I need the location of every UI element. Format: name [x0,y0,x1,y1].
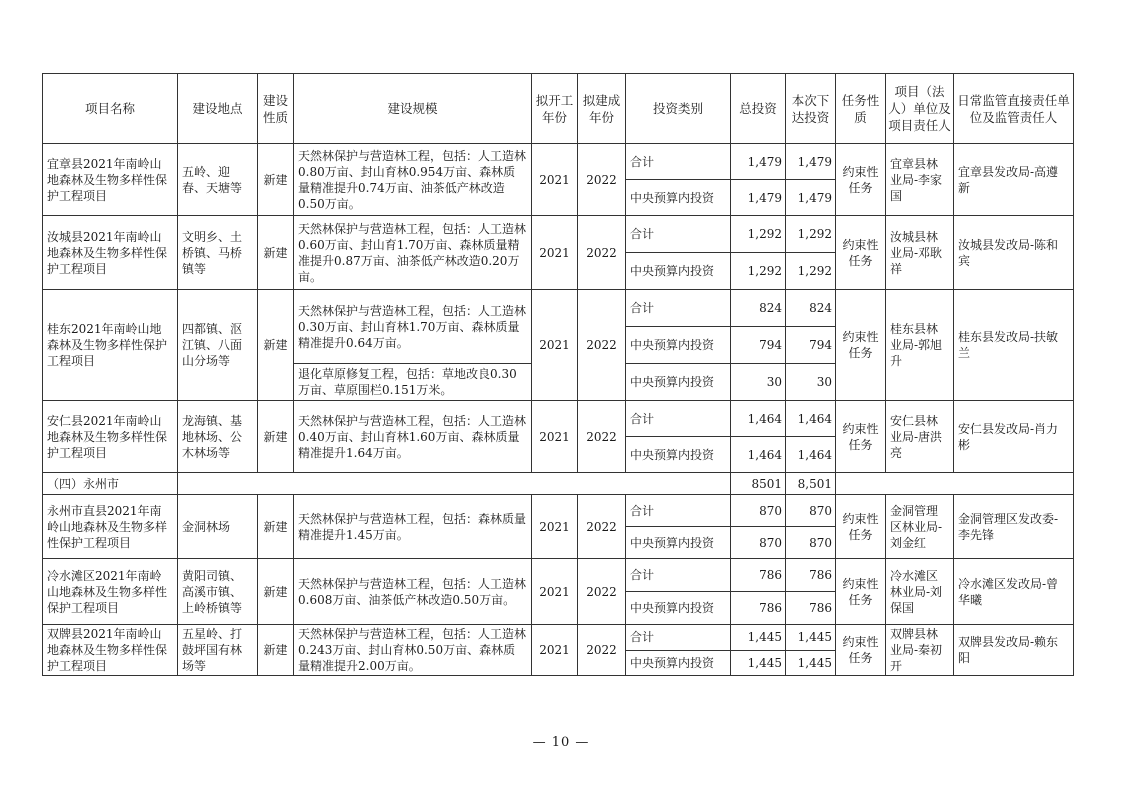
end-year: 2022 [578,495,626,559]
task-nature: 约束性任务 [836,216,886,290]
group-total: 8501 [731,473,786,495]
supervisor: 安仁县发改局-肖力彬 [954,401,1074,473]
issued-investment: 824 [786,290,836,327]
group-issued: 8,501 [786,473,836,495]
start-year: 2021 [532,401,578,473]
header-issued-investment: 本次下达投资 [786,74,836,144]
issued-investment: 30 [786,364,836,401]
issued-investment: 786 [786,592,836,625]
issued-investment: 1,292 [786,216,836,253]
investment-type: 中央预算内投资 [626,527,731,559]
total-investment: 30 [731,364,786,401]
start-year: 2021 [532,495,578,559]
total-investment: 786 [731,559,786,592]
project-scale: 天然林保护与营造林工程，包括：人工造林0.608万亩、油茶低产林改造0.50万亩。 [294,559,532,625]
group-label: （四）永州市 [43,473,178,495]
project-name: 永州市直县2021年南岭山地森林及生物多样性保护工程项目 [43,495,178,559]
project-name: 安仁县2021年南岭山地森林及生物多样性保护工程项目 [43,401,178,473]
project-location: 黄阳司镇、高溪市镇、上岭桥镇等 [178,559,258,625]
total-investment: 1,464 [731,401,786,437]
project-scale: 天然林保护与营造林工程，包括：人工造林0.80万亩、封山育林0.954万亩、森林质量精准提升0.74万亩、油茶低产林改造0.50万亩。 [294,144,532,216]
total-investment: 1,479 [731,180,786,216]
project-nature: 新建 [258,290,294,401]
end-year: 2022 [578,559,626,625]
total-investment: 1,464 [731,437,786,473]
issued-investment: 1,445 [786,625,836,651]
group-spacer-right [836,473,1074,495]
issued-investment: 1,464 [786,401,836,437]
task-nature: 约束性任务 [836,559,886,625]
project-owner: 金洞管理区林业局-刘金红 [886,495,954,559]
investment-type: 中央预算内投资 [626,180,731,216]
investment-type: 合计 [626,401,731,437]
investment-type: 中央预算内投资 [626,650,731,676]
table-row [43,290,1074,327]
project-location: 五星岭、打鼓坪国有林场等 [178,625,258,676]
end-year: 2022 [578,216,626,290]
project-name: 双牌县2021年南岭山地森林及生物多样性保护工程项目 [43,625,178,676]
table-row [43,144,1074,180]
project-nature: 新建 [258,401,294,473]
project-scale: 天然林保护与营造林工程，包括：人工造林0.243万亩、封山育林0.50万亩、森林质量精准提升2.00万亩。 [294,625,532,676]
header-project-owner: 项目（法人）单位及项目责任人 [886,74,954,144]
investment-type: 中央预算内投资 [626,327,731,364]
task-nature: 约束性任务 [836,290,886,401]
total-investment: 870 [731,527,786,559]
project-owner: 宜章县林业局-李家国 [886,144,954,216]
task-nature: 约束性任务 [836,144,886,216]
start-year: 2021 [532,625,578,676]
project-table [42,73,1074,676]
group-spacer [178,473,731,495]
supervisor: 金洞管理区发改委-李先锋 [954,495,1074,559]
task-nature: 约束性任务 [836,495,886,559]
header-nature: 建设性质 [258,74,294,144]
issued-investment: 1,464 [786,437,836,473]
end-year: 2022 [578,625,626,676]
start-year: 2021 [532,559,578,625]
investment-type: 合计 [626,144,731,180]
project-name: 冷水滩区2021年南岭山地森林及生物多样性保护工程项目 [43,559,178,625]
header-start-year: 拟开工年份 [532,74,578,144]
project-scale-grassland: 退化草原修复工程，包括：草地改良0.30万亩、草原围栏0.151万米。 [294,364,532,401]
project-owner: 冷水滩区林业局-刘保国 [886,559,954,625]
header-scale: 建设规模 [294,74,532,144]
table-row [43,625,1074,651]
project-location: 金洞林场 [178,495,258,559]
investment-type: 中央预算内投资 [626,364,731,401]
project-table-sheet [42,73,1073,676]
issued-investment: 794 [786,327,836,364]
project-scale: 天然林保护与营造林工程，包括：人工造林0.40万亩、封山育林1.60万亩、森林质量精准提升1.64万亩。 [294,401,532,473]
issued-investment: 1,479 [786,144,836,180]
project-name: 桂东2021年南岭山地森林及生物多样性保护工程项目 [43,290,178,401]
total-investment: 1,445 [731,625,786,651]
investment-type: 中央预算内投资 [626,592,731,625]
header-supervisor: 日常监管直接责任单位及监管责任人 [954,74,1074,144]
investment-type: 中央预算内投资 [626,437,731,473]
task-nature: 约束性任务 [836,625,886,676]
project-owner: 安仁县林业局-唐洪亮 [886,401,954,473]
total-investment: 824 [731,290,786,327]
header-location: 建设地点 [178,74,258,144]
supervisor: 宜章县发改局-高遵新 [954,144,1074,216]
project-location: 龙海镇、基地林场、公木林场等 [178,401,258,473]
header-investment-type: 投资类别 [626,74,731,144]
total-investment: 1,445 [731,650,786,676]
project-nature: 新建 [258,625,294,676]
project-scale: 天然林保护与营造林工程，包括：森林质量精准提升1.45万亩。 [294,495,532,559]
project-location: 四都镇、沤江镇、八面山分场等 [178,290,258,401]
project-name: 汝城县2021年南岭山地森林及生物多样性保护工程项目 [43,216,178,290]
investment-type: 合计 [626,559,731,592]
supervisor: 桂东县发改局-扶敏兰 [954,290,1074,401]
end-year: 2022 [578,144,626,216]
table-row [43,401,1074,437]
issued-investment: 1,445 [786,650,836,676]
issued-investment: 786 [786,559,836,592]
table-header-row [43,74,1074,144]
total-investment: 1,292 [731,216,786,253]
investment-type: 合计 [626,290,731,327]
project-owner: 汝城县林业局-邓耿祥 [886,216,954,290]
issued-investment: 1,479 [786,180,836,216]
issued-investment: 870 [786,527,836,559]
header-total-investment: 总投资 [731,74,786,144]
end-year: 2022 [578,290,626,401]
project-owner: 双牌县林业局-秦初开 [886,625,954,676]
header-end-year: 拟建成年份 [578,74,626,144]
investment-type: 合计 [626,625,731,651]
project-nature: 新建 [258,216,294,290]
total-investment: 1,292 [731,253,786,290]
project-nature: 新建 [258,559,294,625]
task-nature: 约束性任务 [836,401,886,473]
table-row [43,559,1074,592]
issued-investment: 870 [786,495,836,527]
total-investment: 1,479 [731,144,786,180]
start-year: 2021 [532,290,578,401]
issued-investment: 1,292 [786,253,836,290]
table-row [43,495,1074,527]
total-investment: 794 [731,327,786,364]
total-investment: 786 [731,592,786,625]
start-year: 2021 [532,144,578,216]
total-investment: 870 [731,495,786,527]
project-location: 五岭、迎春、天塘等 [178,144,258,216]
project-name: 宜章县2021年南岭山地森林及生物多样性保护工程项目 [43,144,178,216]
project-scale: 天然林保护与营造林工程，包括：人工造林0.30万亩、封山育林1.70万亩、森林质量精准提升0.64万亩。 [294,290,532,364]
project-owner: 桂东县林业局-郭旭升 [886,290,954,401]
supervisor: 汝城县发改局-陈和宾 [954,216,1074,290]
supervisor: 双牌县发改局-赖东阳 [954,625,1074,676]
investment-type: 合计 [626,495,731,527]
table-row [43,216,1074,253]
project-nature: 新建 [258,495,294,559]
group-row [43,473,1074,495]
supervisor: 冷水滩区发改局-曾华曦 [954,559,1074,625]
project-location: 文明乡、土桥镇、马桥镇等 [178,216,258,290]
investment-type: 中央预算内投资 [626,253,731,290]
investment-type: 合计 [626,216,731,253]
project-nature: 新建 [258,144,294,216]
header-task-nature: 任务性质 [836,74,886,144]
header-project-name: 项目名称 [43,74,178,144]
page-number: — 10 — [532,735,590,750]
end-year: 2022 [578,401,626,473]
project-scale: 天然林保护与营造林工程，包括：人工造林0.60万亩、封山育1.70万亩、森林质量精准提升0.87万亩、油茶低产林改造0.20万亩。 [294,216,532,290]
start-year: 2021 [532,216,578,290]
